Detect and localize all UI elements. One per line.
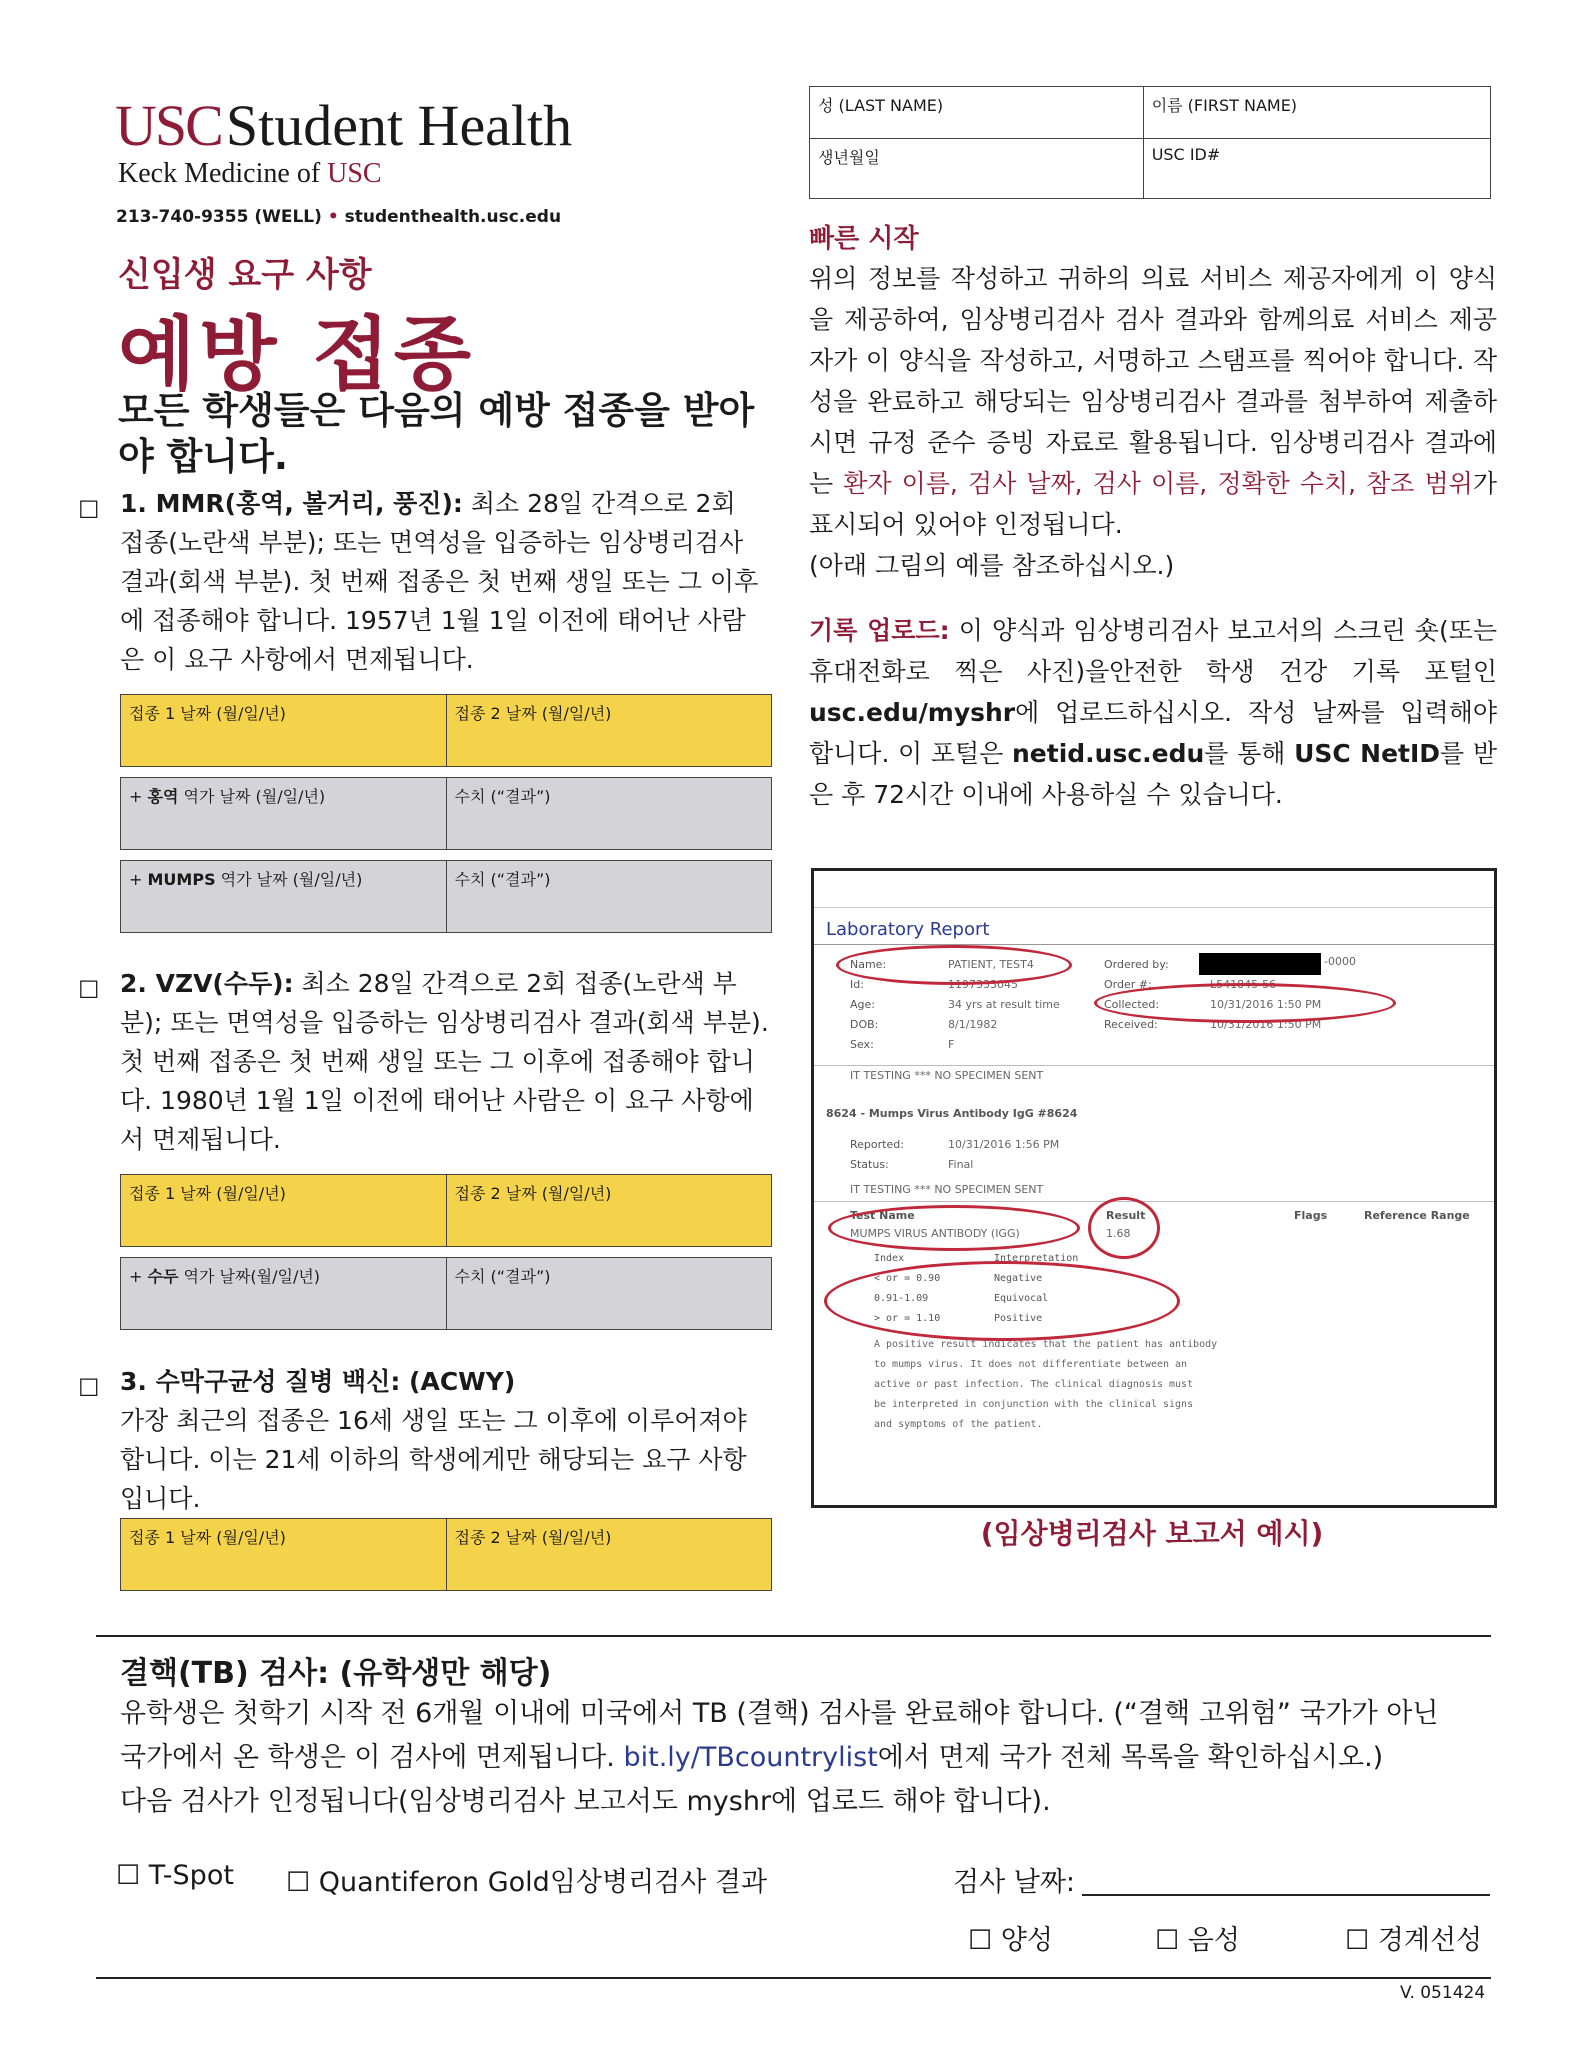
acwy-dose2-field[interactable]: 접종 2 날짜 (월/일/년) (446, 1519, 772, 1591)
phone-number: 213-740-9355 (WELL) (116, 207, 322, 227)
varicella-titer-value-field[interactable]: 수치 (“결과”) (446, 1258, 772, 1330)
logo-usc: USC (115, 93, 222, 158)
positive-option[interactable]: ☐ 양성 (968, 1925, 1053, 1956)
test-date-field[interactable] (1082, 1894, 1490, 1896)
vzv-dose2-field[interactable]: 접종 2 날짜 (월/일/년) (446, 1175, 772, 1247)
mmr-text: 최소 28일 간격으로 2회 접종(노란색 부분); 또는 면역성을 입증하는 임상병리검사 결과(회색 부분). 첫 번째 접종은 첫 번째 생일 또는 그 이후에 접종해야 합니다. 1957년 1월 1일 이전에 태어난 사람은 이 요구 사항에서 면제됩니다. (120, 489, 759, 674)
acwy-title: 3. 수막구균성 질병 백신: (ACWY) (120, 1367, 516, 1396)
order-values: L541845-56 10/31/2016 1:50 PM 10/31/2016 1:50 PM (1210, 978, 1322, 1031)
first-name-field[interactable]: 이름 (FIRST NAME) (1143, 87, 1490, 139)
usc-id-field[interactable]: USC ID# (1143, 139, 1490, 199)
upload-heading: 기록 업로드: (809, 616, 950, 645)
order-labels: Ordered by: Order #: Collected: Received: (1104, 958, 1169, 1031)
page-title: 예방 접종 (118, 308, 475, 401)
vzv-description (120, 964, 770, 1159)
bottom-divider (96, 1977, 1491, 1979)
usc-student-health-logo (115, 92, 572, 159)
acwy-dose1-field[interactable]: 접종 1 날짜 (월/일/년) (121, 1519, 447, 1591)
col-reference-range: Reference Range (1364, 1209, 1470, 1222)
mumps-titer-value-field[interactable]: 수치 (“결과”) (446, 861, 772, 933)
quantiferon-option[interactable]: ☐ Quantiferon Gold임상병리검사 결과 (286, 1867, 768, 1898)
mmr-title: 1. MMR(홍역, 볼거리, 풍진): (120, 489, 463, 518)
tb-top-divider (96, 1635, 1491, 1637)
vzv-titer-table (120, 1257, 772, 1330)
acwy-checkbox[interactable]: ☐ (78, 1374, 100, 1402)
it-testing-1: IT TESTING *** NO SPECIMEN SENT (850, 1069, 1044, 1082)
test-header: 8624 - Mumps Virus Antibody IgG #8624 (826, 1107, 1078, 1120)
mmr-dose1-field[interactable]: 접종 1 날짜 (월/일/년) (121, 695, 447, 767)
col-result: Result (1106, 1209, 1146, 1222)
mmr-measles-titer-table (120, 777, 772, 850)
measles-titer-value-field[interactable]: 수치 (“결과”) (446, 778, 772, 850)
keck-medicine-logo (118, 158, 382, 190)
mmr-description (120, 484, 760, 679)
negative-option[interactable]: ☐ 음성 (1155, 1925, 1240, 1956)
test-date-label: 검사 날짜: (953, 1867, 1076, 1898)
acwy-text: 가장 최근의 접종은 16세 생일 또는 그 이후에 이루어져야 합니다. 이는 21세 이하의 학생에게만 해당되는 요구 사항입니다. (120, 1406, 747, 1513)
mmr-dose2-field[interactable]: 접종 2 날짜 (월/일/년) (446, 695, 772, 767)
contact-line (116, 207, 561, 227)
mumps-titer-date-field[interactable]: + MUMPS 역가 날짜 (월/일/년) (121, 861, 447, 933)
keck-usc-text: USC (327, 158, 382, 189)
vzv-title: 2. VZV(수두): (120, 969, 294, 998)
test-name-value: MUMPS VIRUS ANTIBODY (IGG) (850, 1227, 1020, 1240)
tb-description: 유학생은 첫학기 시작 전 6개월 이내에 미국에서 TB (결핵) 검사를 완료해야 합니다. (“결핵 고위험” 국가가 아닌 국가에서 온 학생은 이 검사에 면제됩니다. bit.ly/TBcountrylist에서 면제 국가 전체 목록을 확인하십시오.) 다음 검사가 인정됩니다(임상병리검사 보고서도 myshr에 업로드 해야 합니다). (120, 1698, 1439, 1817)
vzv-dose1-field[interactable]: 접종 1 날짜 (월/일/년) (121, 1175, 447, 1247)
requirement-heading: 모든 학생들은 다음의 예방 접종을 받아야 합니다. (118, 389, 755, 478)
acwy-description (120, 1362, 760, 1518)
result-value: 1.68 (1106, 1227, 1131, 1240)
tb-country-list-link[interactable]: bit.ly/TBcountrylist (623, 1742, 878, 1773)
name-highlight-circle (836, 945, 1072, 985)
mmr-checkbox[interactable]: ☐ (78, 496, 100, 524)
quick-start-text: 위의 정보를 작성하고 귀하의 의료 서비스 제공자에게 이 양식을 제공하여, 임상병리검사 검사 결과와 함께의료 서비스 제공자가 이 양식을 작성하고, 서명하고 스탬프를 찍어야 합니다. 작성을 완료하고 해당되는 임상병리검사 결과를 첨부하여 제출하시면 규정 준수 증빙 자료로 활용됩니다. 임상병리검사 결과에는 환자 이름, 검사 날짜, 검사 이름, 정확한 수치, 참조 범위가 표시되어 있어야 인정됩니다. (아래 그림의 예를 참조하십시오.) (809, 264, 1497, 580)
logo-student-health: Student Health (225, 93, 573, 158)
index-column: Index < or = 0.90 0.91-1.09 > or = 1.10 (874, 1253, 941, 1324)
website-link[interactable]: studenthealth.usc.edu (344, 207, 562, 227)
col-flags: Flags (1294, 1209, 1328, 1222)
patient-labels: Name: Id: Age: DOB: Sex: (850, 958, 887, 1051)
netid-link[interactable]: netid.usc.edu (1011, 739, 1205, 768)
tb-title: 결핵(TB) 검사: (유학생만 해당) (120, 1656, 552, 1691)
result-circle (1088, 1197, 1160, 1259)
version-label: V. 051424 (1400, 1983, 1486, 2003)
result-note: A positive result indicates that the patient has antibody to mumps virus. It does not differentiate between an active or past infection. The clinical diagnosis must be interpreted in conjunction with the clinical signs and symptoms of the patient. (874, 1339, 1218, 1430)
last-name-field[interactable]: 성 (LAST NAME) (810, 87, 1144, 139)
report-status-labels: Reported: Status: (850, 1138, 904, 1171)
required-fields-highlight: 환자 이름, 검사 날짜, 검사 이름, 정확한 수치, 참조 범위 (843, 469, 1473, 498)
redacted-block (1199, 953, 1321, 975)
varicella-titer-date-field[interactable]: + 수두 역가 날짜(월/일/년) (121, 1258, 447, 1330)
dob-field[interactable]: 생년월일 (810, 139, 1144, 199)
see-example-note: (아래 그림의 예를 참조하십시오.) (809, 551, 1175, 580)
patient-values: PATIENT, TEST4 1197333045 34 yrs at result time 8/1/1982 F (948, 958, 1060, 1051)
report-status-values: 10/31/2016 1:56 PM Final (948, 1138, 1060, 1171)
lab-report-caption: (임상병리검사 보고서 예시) (980, 1517, 1324, 1550)
vzv-dose-table (120, 1174, 772, 1247)
keck-text: Keck Medicine of (118, 158, 321, 189)
contact-separator: • (327, 207, 339, 227)
ordered-by-suffix: -0000 (1324, 955, 1356, 968)
mmr-dose-table (120, 694, 772, 767)
acwy-dose-table (120, 1518, 772, 1591)
collected-highlight-circle (1094, 983, 1396, 1023)
lab-report-example (811, 868, 1497, 1508)
mmr-mumps-titer-table (120, 860, 772, 933)
vzv-text: 최소 28일 간격으로 2회 접종(노란색 부분); 또는 면역성을 입증하는 임상병리검사 결과(회색 부분). 첫 번째 접종은 첫 번째 생일 또는 그 이후에 접종해야 합니다. 1980년 1월 1일 이전에 태어난 사람은 이 요구 사항에서 면제됩니다. (120, 969, 769, 1154)
it-testing-2: IT TESTING *** NO SPECIMEN SENT (850, 1183, 1044, 1196)
borderline-option[interactable]: ☐ 경계선성 (1345, 1925, 1483, 1956)
page-subtitle: 신입생 요구 사항 (118, 255, 372, 295)
quick-start-heading: 빠른 시작 (809, 224, 919, 254)
lab-report-title: Laboratory Report (826, 919, 990, 940)
interpretation-column: Interpretation Negative Equivocal Positive (994, 1253, 1079, 1324)
student-id-box (809, 86, 1491, 199)
tspot-option[interactable]: ☐ T-Spot (116, 1860, 234, 1891)
upload-section: 기록 업로드: 이 양식과 임상병리검사 보고서의 스크린 숏(또는 휴대전화로 찍은 사진)을안전한 학생 건강 기록 포털인 usc.edu/myshr에 업로드하십시오. 작성 날짜를 입력해야 합니다. 이 포털은 netid.usc.edu를 통해 USC NetID를 받은 후 72시간 이내에 사용하실 수 있습니다. (809, 616, 1498, 809)
test-name-circle (828, 1205, 1080, 1251)
myshr-link[interactable]: usc.edu/myshr (809, 698, 1016, 727)
measles-titer-date-field[interactable]: + 홍역 역가 날짜 (월/일/년) (121, 778, 447, 850)
col-test-name: Test Name (850, 1209, 915, 1222)
vzv-checkbox[interactable]: ☐ (78, 976, 100, 1004)
reference-range-circle (824, 1261, 1180, 1341)
